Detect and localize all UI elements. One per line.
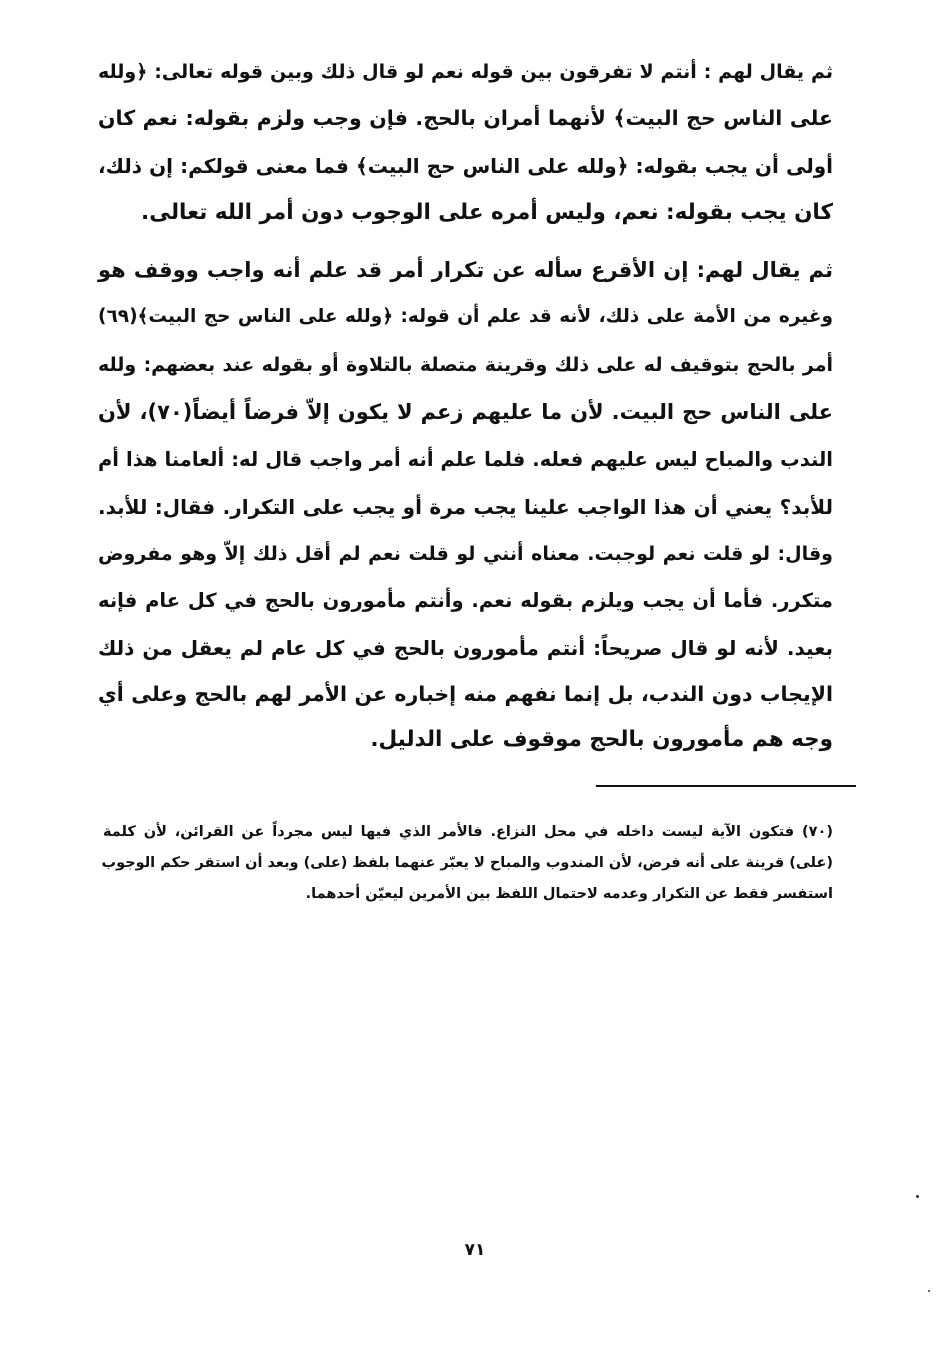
body-line: ثم يقال لهم : أنتم لا تفرقون بين قوله نعم لو قال ذلك وبين قوله تعالى: ﴿ولله <box>98 61 833 83</box>
body-line: أولى أن يجب بقوله: ﴿ولله على الناس حج البيت﴾ فما معنى قولكم: إن ذلك، <box>98 154 833 178</box>
footnote-separator <box>596 785 856 787</box>
body-line: أمر بالحج بتوقيف له على ذلك وقرينة متصلة بالتلاوة أو بقوله عند بعضهم: ولله <box>98 354 833 376</box>
body-line: بعيد. لأنه لو قال صريحاً: أنتم مأمورون بالحج في كل عام لم يعقل من ذلك <box>98 636 833 660</box>
body-line: على الناس حج البيت. لأن ما عليهم زعم لا يكون إلاّ فرضاً أيضاً(٧٠)، لأن <box>98 400 834 424</box>
body-line: كان يجب بقوله: نعم، وليس أمره على الوجوب دون أمر الله تعالى. <box>141 200 833 225</box>
body-line: على الناس حج البيت﴾ لأنهما أمران بالحج. فإن وجب ولزم بقوله: نعم كان <box>98 106 833 130</box>
footnote-line: (على) قرينة على أنه فرض، لأن المندوب والمباح لا يعبّر عنهما بلفظ (على) وبعد أن استقر حكم الوجوب <box>101 855 833 871</box>
body-line: الندب والمباح ليس عليهم فعله. فلما علم أنه أمر واجب قال له: ألعامنا هذا أم <box>98 448 833 471</box>
body-line: وجه هم مأمورون بالحج موقوف على الدليل. <box>370 727 833 752</box>
body-line: وقال: لو قلت نعم لوجبت. معناه أنني لو قلت نعم لم أقل ذلك إلاّ وهو مفروض <box>98 543 833 565</box>
body-line: ثم يقال لهم: إن الأقرع سأله عن تكرار أمر قد علم أنه واجب ووقف هو <box>98 258 833 282</box>
body-line: للأبد؟ يعني أن هذا الواجب علينا يجب مرة أو يجب على التكرار. فقال: للأبد. <box>98 495 833 519</box>
footnote-line: (٧٠) فتكون الآية ليست داخله في محل النزاع. فالأمر الذي فيها ليس مجرداً عن القرائن، لأن كلمة <box>103 824 833 840</box>
body-line: الإيجاب دون الندب، بل إنما نفهم منه إخباره عن الأمر لهم بالحج وعلى أي <box>98 682 833 706</box>
page-number: ٧١ <box>464 1240 486 1260</box>
body-line: متكرر. فأما أن يجب ويلزم بقوله نعم. وأنتم مأمورون بالحج في كل عام فإنه <box>98 589 833 612</box>
body-line: وغيره من الأمة على ذلك، لأنه قد علم أن قوله: ﴿ولله على الناس حج البيت﴾(٦٩) <box>98 306 833 327</box>
scan-speck <box>928 1290 930 1292</box>
footnote-line: استفسر فقط عن التكرار وعدمه لاحتمال اللفظ بين الأمرين ليعيّن أحدهما. <box>305 886 833 902</box>
scan-speck <box>916 1195 919 1198</box>
